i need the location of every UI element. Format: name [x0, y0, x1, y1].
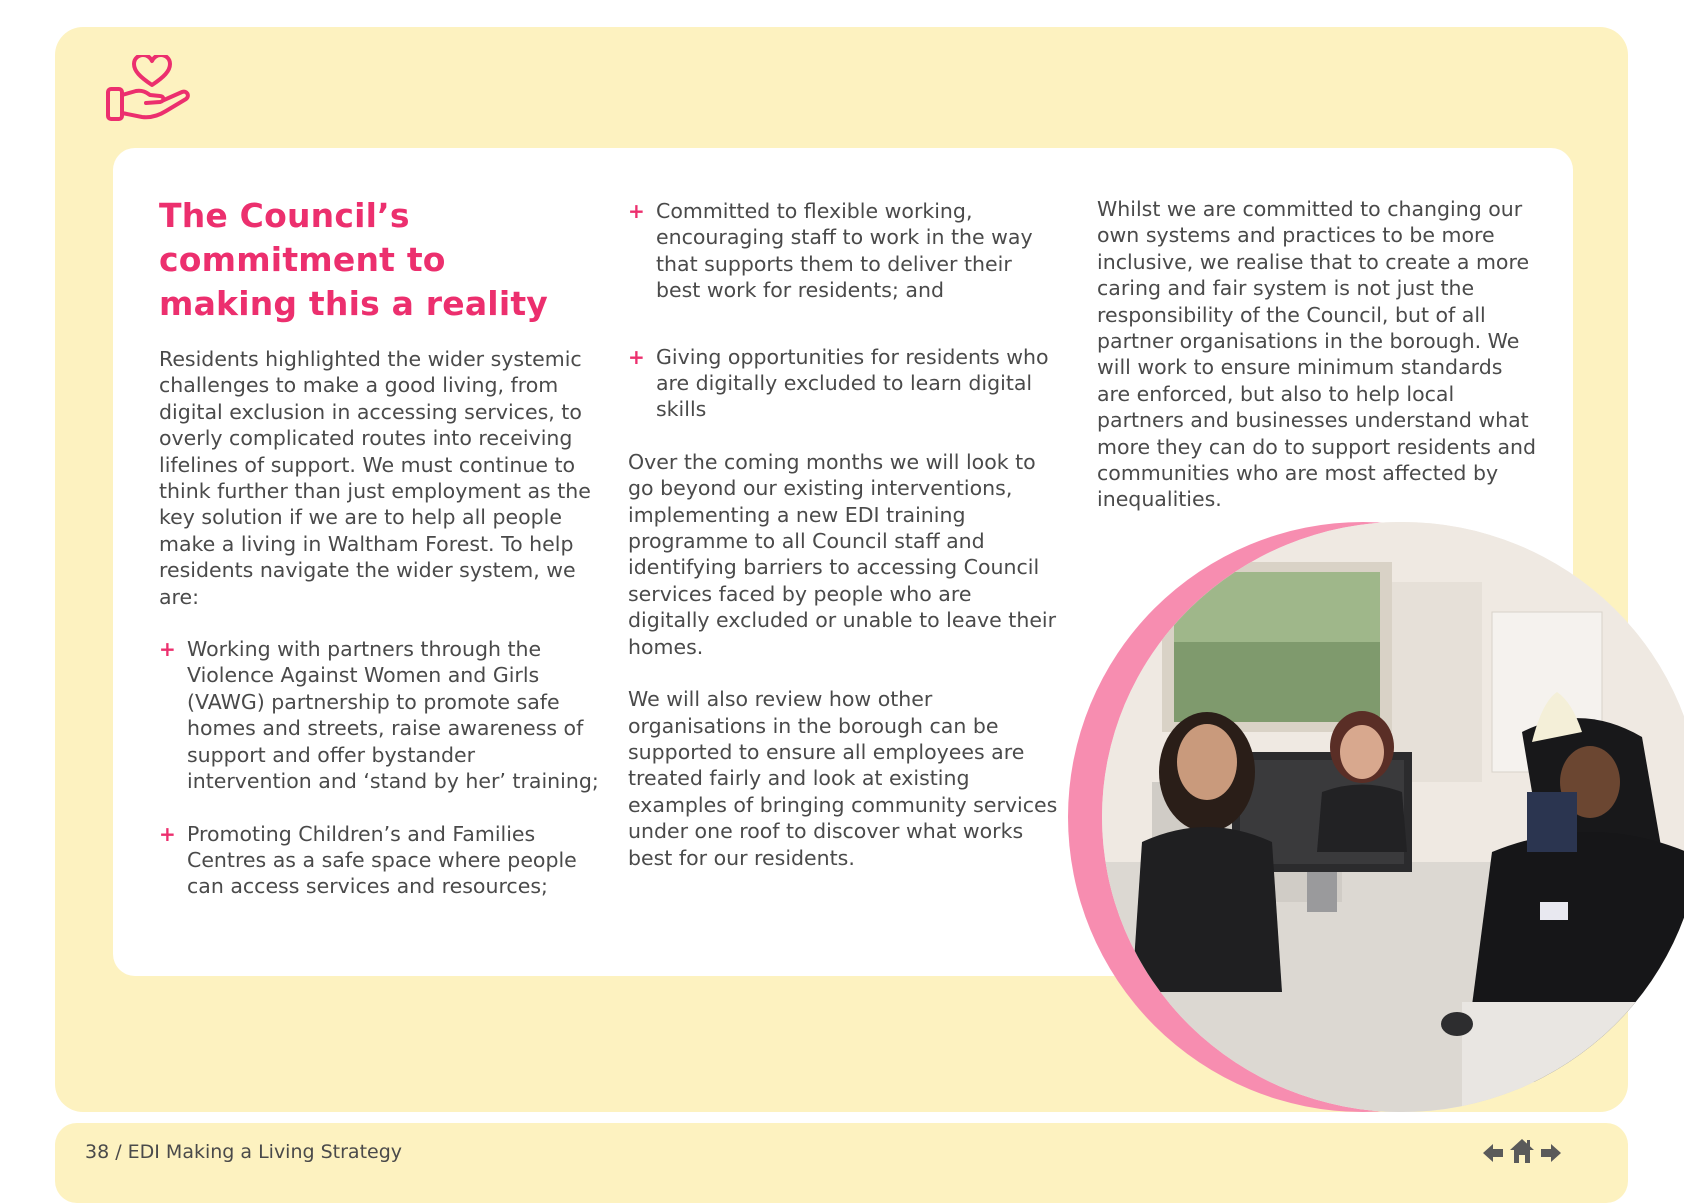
- list-item: + Committed to flexible working, encouraging staff to work in the way that supports them to deliver their best work for residents; and: [628, 199, 1033, 303]
- list-item: + Giving opportunities for residents who are digitally excluded to learn digital skills: [628, 344, 1049, 422]
- paragraph-interventions: Over the coming months we will look to go beyond our existing interventions, implementing a new EDI training programme to all Council staff and identifying barriers to accessing Council services faced by people who are digitally excluded or unable to leave their homes.: [628, 449, 1057, 659]
- intro-paragraph: Residents highlighted the wider systemic challenges to make a good living, from digital exclusion in accessing services, to overly complicated routes into receiving lifelines of support. We must continue to think further than just employment as the key solution if we are to help all people make a living in Waltham Forest. To help residents navigate the wider system, we are:: [159, 347, 591, 609]
- bullet-list-1: [159, 636, 599, 900]
- list-item: + Promoting Children’s and Families Centres as a safe space where people can access services and resources;: [159, 821, 577, 899]
- arrow-left-icon[interactable]: [1481, 1140, 1505, 1166]
- footer-bar: [55, 1123, 1628, 1203]
- plus-icon: +: [628, 344, 645, 369]
- plus-icon: +: [628, 199, 645, 223]
- heart-in-hand-icon: [102, 55, 194, 125]
- column-2: [628, 198, 1058, 871]
- footer-page-label: 38 / EDI Making a Living Strategy: [85, 1141, 403, 1163]
- column-3: [1097, 196, 1537, 513]
- plus-icon: +: [159, 637, 176, 662]
- staff-photo: [1102, 522, 1684, 1112]
- bullet-list-2: [628, 198, 1058, 423]
- paragraph-partners: Whilst we are committed to changing our own systems and practices to be more inclusive, we realise that to create a more caring and fair system is not just the responsibility of the Council, but of all partner organisations in the borough. We will work to ensure minimum standards are enforced, but also to help local partners and businesses understand what more they can do to support residents and communities who are most affected by inequalities.: [1097, 197, 1537, 512]
- office-scene-illustration: [1102, 522, 1684, 1112]
- list-item: + Working with partners through the Violence Against Women and Girls (VAWG) partnership to promote safe homes and streets, raise awareness of support and offer bystander intervention and ‘stand by her’ training;: [159, 637, 599, 794]
- plus-icon: +: [159, 821, 176, 846]
- paragraph-review: We will also review how other organisations in the borough can be supported to ensure all employees are treated fairly and look at existing examples of bringing community services under one roof to discover what works best for our residents.: [628, 687, 1058, 870]
- home-icon[interactable]: [1509, 1137, 1535, 1165]
- page-title: The Council’s commitment to making this a reality: [159, 196, 549, 323]
- arrow-right-icon[interactable]: [1539, 1140, 1563, 1166]
- column-1: [159, 194, 599, 900]
